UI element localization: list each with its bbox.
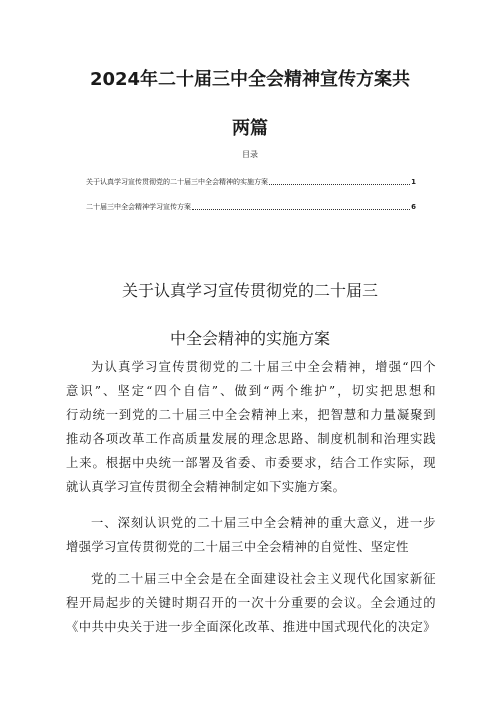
text-line: 一、深刻认识党的二十届三中全会精神的重大意义，进一步 — [91, 516, 436, 530]
paragraph-heading-one — [66, 511, 436, 559]
text-line: 推动各项改革工作高质量发展的理念思路、制度机制和治理实践 — [66, 432, 436, 446]
text-line: 为认真学习宣传贯彻党的二十届三中全会精神，增强“四个 — [91, 360, 436, 374]
toc-entry[interactable] — [86, 177, 416, 187]
text-line: 上来。根据中央统一部署及省委、市委要求，结合工作实际，现 — [66, 456, 436, 470]
text-line: 增强学习宣传贯彻党的二十届三中全会精神的自觉性、坚定性 — [66, 540, 409, 554]
toc-entry-title: 关于认真学习宣传贯彻党的二十届三中全会精神的实施方案 — [86, 178, 268, 186]
text-line: 党的二十届三中全会是在全面建设社会主义现代化国家新征 — [91, 572, 436, 586]
text-line: 就认真学习宣传贯彻全会精神制定如下实施方案。 — [66, 480, 346, 494]
document-title-line-1: 2024年二十届三中全会精神宣传方案共 — [89, 69, 411, 90]
toc-heading: 目录 — [242, 150, 258, 159]
toc-entry-title: 二十届三中全会精神学习宣传方案 — [86, 203, 191, 211]
paragraph-intro — [66, 355, 436, 499]
toc-entry-page: 1 — [411, 178, 416, 186]
toc-leader-dots — [269, 183, 410, 185]
document-title-line-2: 两篇 — [232, 118, 268, 139]
text-line: 《中共中央关于进一步全面深化改革、推进中国式现代化的决定》 — [66, 620, 436, 634]
text-line: 意识”、坚定“四个自信”、做到“两个维护”，切实把思想和 — [66, 384, 436, 398]
toc-leader-dots — [192, 208, 410, 210]
paragraph-body — [66, 567, 436, 639]
toc-entry[interactable] — [86, 202, 416, 212]
toc-entry-page: 6 — [411, 203, 416, 211]
text-line: 程开局起步的关键时期召开的一次十分重要的会议。全会通过的 — [66, 596, 436, 610]
section-title-line-2: 中全会精神的实施方案 — [169, 329, 330, 348]
section-title-line-1: 关于认真学习宣传贯彻党的二十届三 — [121, 281, 378, 300]
text-line: 行动统一到党的二十届三中全会精神上来，把智慧和力量凝聚到 — [66, 408, 436, 422]
